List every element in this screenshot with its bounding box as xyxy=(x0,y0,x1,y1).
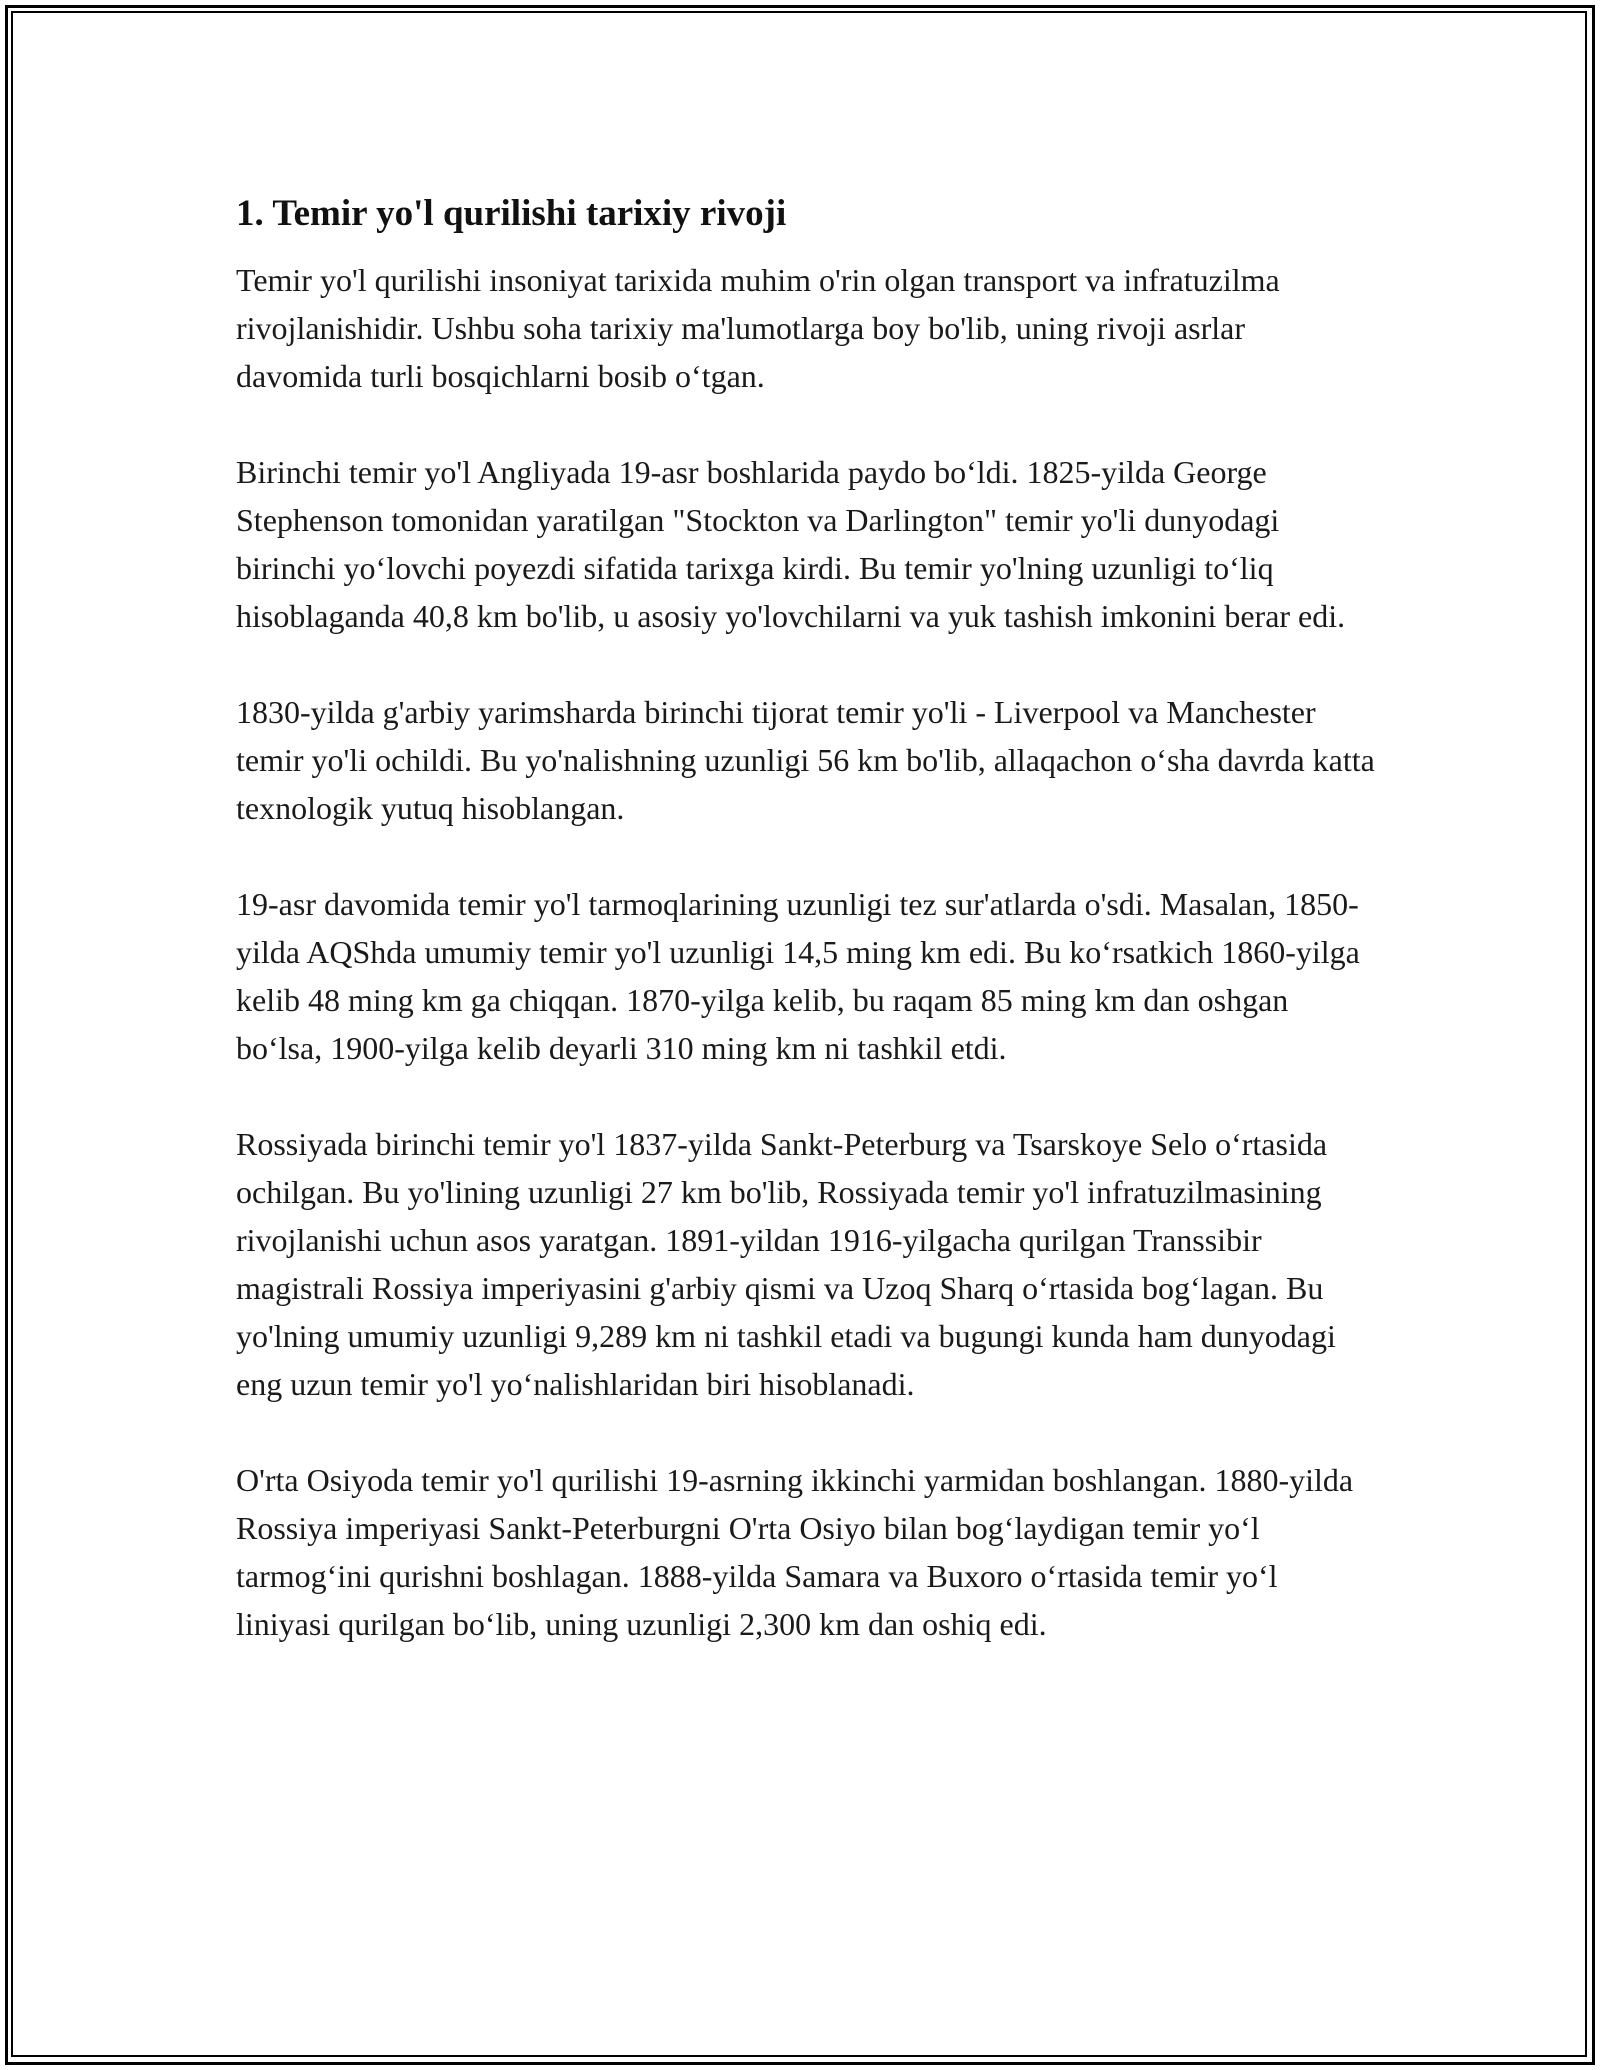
paragraph-england: Birinchi temir yo'l Angliyada 19-asr boshlarida paydo bo‘ldi. 1825-yilda George Stephenson tomonidan yaratilgan "Stockton va Darlington" temir yo'li dunyodagi birinchi yo‘lovchi poyezdi sifatida tarixga kirdi. Bu temir yo'lning uzunligi to‘liq hisoblaganda 40,8 km bo'lib, u asosiy yo'lovchilarni va yuk tashish imkonini berar edi. xyxy=(236,454,1346,634)
paragraph-intro: Temir yo'l qurilishi insoniyat tarixida muhim o'rin olgan transport va infratuzilma rivojlanishidir. Ushbu soha tarixiy ma'lumotlarga boy bo'lib, uning rivoji asrlar davomida turli bosqichlarni bosib o‘tgan. xyxy=(236,262,1280,394)
paragraph-central-asia: O'rta Osiyoda temir yo'l qurilishi 19-asrning ikkinchi yarmidan boshlangan. 1880-yilda Rossiya imperiyasi Sankt-Peterburgni O'rta Osiyo bilan bog‘laydigan temir yo‘l tarmog‘ini qurishni boshlagan. 1888-yilda Samara va Buxoro o‘rtasida temir yo‘l liniyasi qurilgan bo‘lib, uning uzunligi 2,300 km dan oshiq edi. xyxy=(236,1462,1354,1642)
paragraph-liverpool-manchester: 1830-yilda g'arbiy yarimsharda birinchi tijorat temir yo'li - Liverpool va Manchester temir yo'li ochildi. Bu yo'nalishning uzunligi 56 km bo'lib, allaqachon o‘sha davrda katta texnologik yutuq hisoblangan. xyxy=(236,694,1375,826)
section-title: 1. Temir yo'l qurilishi tarixiy rivoji xyxy=(236,193,787,234)
paragraph-russia: Rossiyada birinchi temir yo'l 1837-yilda Sankt-Peterburg va Tsarskoye Selo o‘rtasida ochilgan. Bu yo'lining uzunligi 27 km bo'lib, Rossiyada temir yo'l infratuzilmasining rivojlanishi uchun asos yaratgan. 1891-yildan 1916-yilgacha qurilgan Transsibir magistrali Rossiya imperiyasini g'arbiy qismi va Uzoq Sharq o‘rtasida bog‘lagan. Bu yo'lning umumiy uzunligi 9,289 km ni tashkil etadi va bugungi kunda ham dunyodagi eng uzun temir yo'l yo‘nalishlaridan biri hisoblanadi. xyxy=(236,1126,1336,1402)
document-body xyxy=(236,188,1376,1696)
paragraph-usa-growth: 19-asr davomida temir yo'l tarmoqlarining uzunligi tez sur'atlarda o'sdi. Masalan, 1850-yilda AQShda umumiy temir yo'l uzunligi 14,5 ming km edi. Bu ko‘rsatkich 1860-yilga kelib 48 ming km ga chiqqan. 1870-yilga kelib, bu raqam 85 ming km dan oshgan bo‘lsa, 1900-yilga kelib deyarli 310 ming km ni tashkil etdi. xyxy=(236,886,1360,1066)
